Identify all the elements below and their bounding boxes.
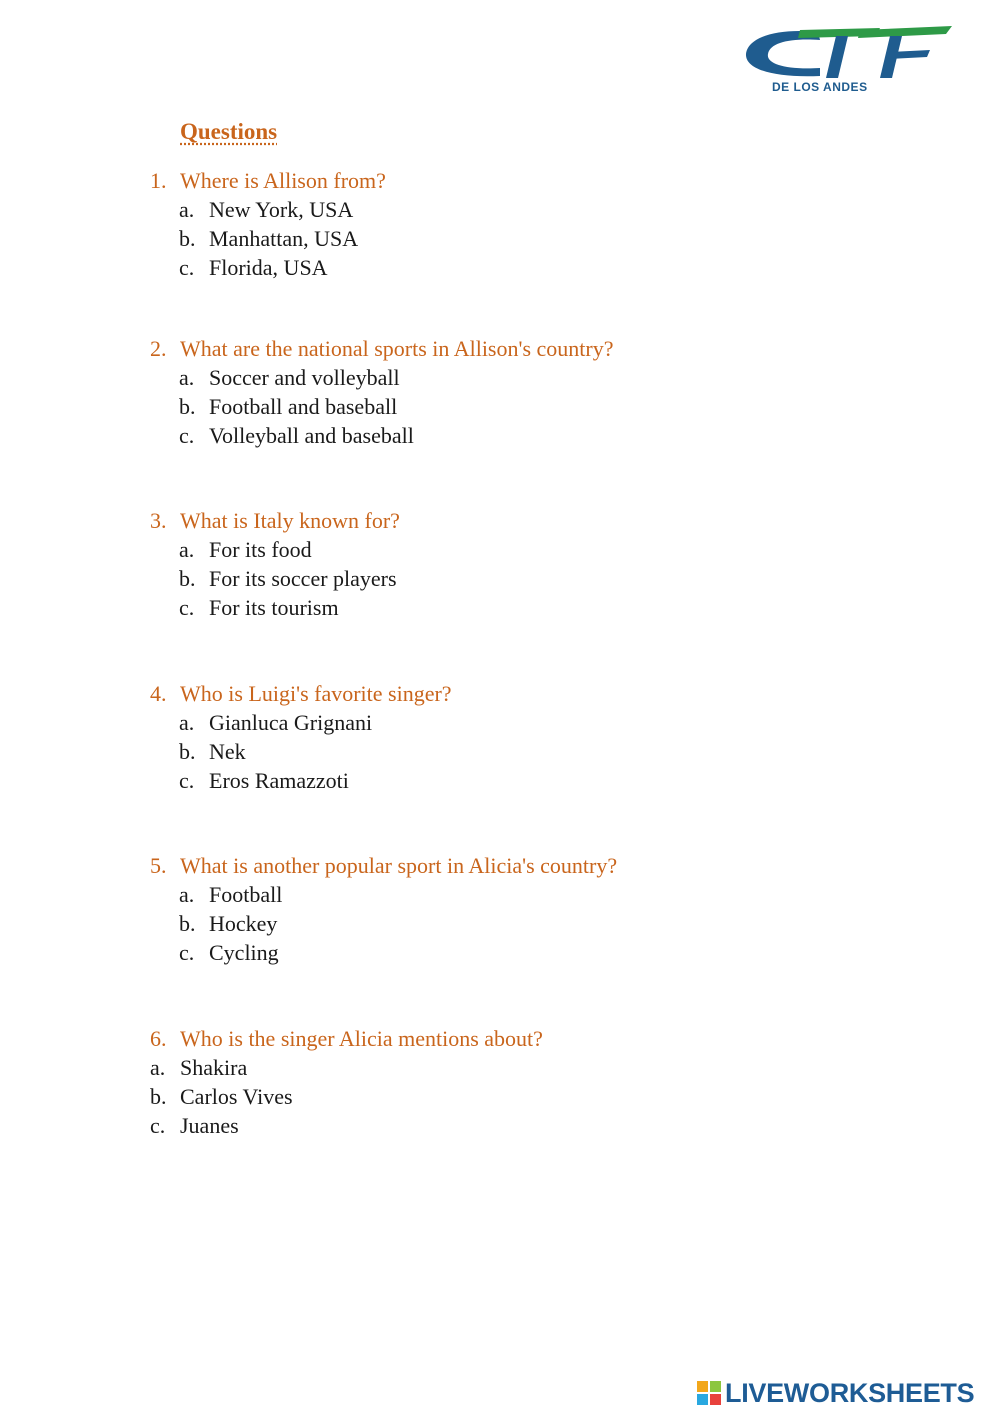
question-number: 1. bbox=[150, 168, 167, 193]
question-number: 2. bbox=[150, 336, 167, 361]
answer-option[interactable]: c. Eros Ramazzoti bbox=[179, 768, 349, 793]
answer-option[interactable]: a. For its food bbox=[179, 537, 312, 562]
question-3 bbox=[150, 506, 400, 622]
question-text: Who is Luigi's favorite singer? bbox=[180, 681, 452, 706]
answer-option[interactable]: b. Manhattan, USA bbox=[179, 226, 359, 251]
question-number: 5. bbox=[150, 853, 167, 878]
answer-option[interactable]: b. Carlos Vives bbox=[150, 1084, 293, 1109]
question-6 bbox=[150, 1024, 543, 1140]
answer-option[interactable]: b. Football and baseball bbox=[179, 394, 398, 419]
answer-option[interactable]: c. Florida, USA bbox=[179, 255, 328, 280]
question-5 bbox=[150, 851, 617, 967]
answer-option[interactable]: b. Hockey bbox=[179, 911, 278, 936]
question-1 bbox=[150, 166, 386, 282]
answer-option[interactable]: c. Juanes bbox=[150, 1113, 239, 1138]
answer-option[interactable]: c. Cycling bbox=[179, 940, 279, 965]
answer-option[interactable]: c. Volleyball and baseball bbox=[179, 423, 414, 448]
question-text: Who is the singer Alicia mentions about? bbox=[180, 1026, 543, 1051]
answer-option[interactable]: a. Shakira bbox=[150, 1055, 248, 1080]
question-text: Where is Allison from? bbox=[180, 168, 386, 193]
answer-option[interactable]: c. For its tourism bbox=[179, 595, 339, 620]
question-number: 4. bbox=[150, 681, 167, 706]
answer-option[interactable]: a. Football bbox=[179, 882, 283, 907]
question-number: 6. bbox=[150, 1026, 167, 1051]
answer-option[interactable]: a. Gianluca Grignani bbox=[179, 710, 373, 735]
question-4 bbox=[150, 679, 452, 795]
question-number: 3. bbox=[150, 508, 167, 533]
liveworksheets-watermark bbox=[697, 1378, 974, 1408]
answer-option[interactable]: a. New York, USA bbox=[179, 197, 354, 222]
footer-brand: LIVEWORKSHEETS bbox=[725, 1377, 975, 1408]
liveworksheets-logo-icon bbox=[697, 1381, 721, 1405]
question-2 bbox=[150, 334, 613, 450]
logo-subtitle: DE LOS ANDES bbox=[772, 80, 868, 94]
question-text: What is Italy known for? bbox=[180, 508, 400, 533]
question-text: What is another popular sport in Alicia's country? bbox=[180, 853, 618, 878]
answer-option[interactable]: b. For its soccer players bbox=[179, 566, 397, 591]
question-text: What are the national sports in Allison's country? bbox=[180, 336, 614, 361]
answer-option[interactable]: b. Nek bbox=[179, 739, 246, 764]
answer-option[interactable]: a. Soccer and volleyball bbox=[179, 365, 400, 390]
page-title: Questions bbox=[180, 119, 278, 144]
